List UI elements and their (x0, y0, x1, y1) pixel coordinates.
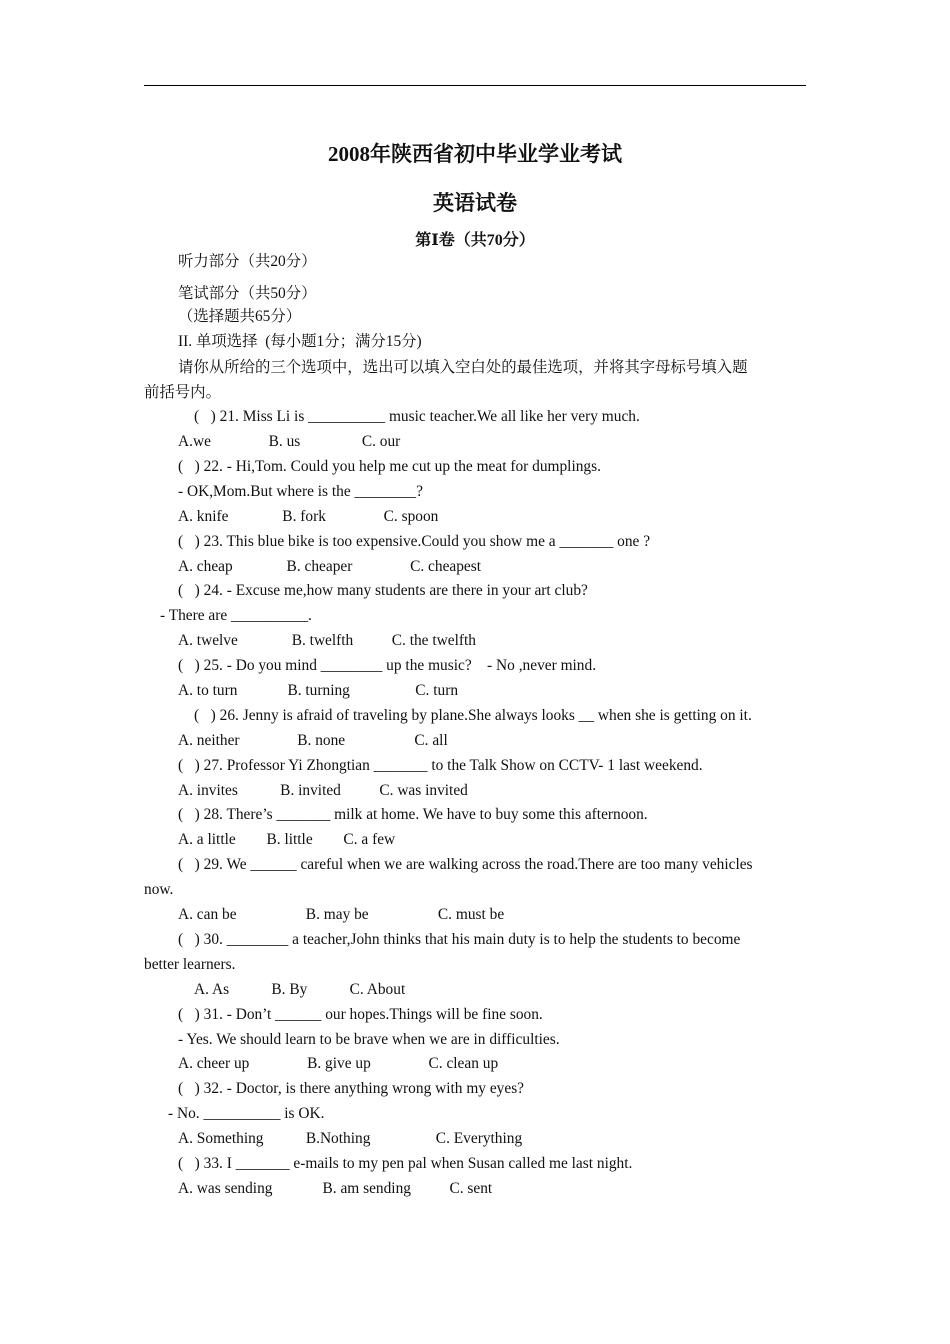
question-options: A. cheap B. cheaper C. cheapest (178, 558, 482, 575)
question-stem: ( ) 32. - Doctor, is there anything wrong with my eyes? (178, 1080, 525, 1097)
question-options: A. As B. By C. About (194, 981, 406, 998)
question-stem: ( ) 29. We ______ careful when we are walking across the road.There are too many vehicles (178, 856, 753, 873)
instruction-line: 前括号内。 (144, 384, 221, 401)
question-stem: ( ) 28. There’s _______ milk at home. We have to buy some this afternoon. (178, 806, 648, 823)
question-options: A. cheer up B. give up C. clean up (178, 1055, 499, 1072)
question-options: A. invites B. invited C. was invited (178, 782, 468, 799)
question-options: A. was sending B. am sending C. sent (178, 1180, 493, 1197)
question-stem: ( ) 21. Miss Li is __________ music teacher.We all like her very much. (194, 408, 640, 425)
exam-title: 2008年陕西省初中毕业学业考试 (328, 142, 622, 166)
section-heading: II. 单项选择 (每小题1分；满分15分) (178, 333, 422, 350)
question-options: A. Something B.Nothing C. Everything (178, 1130, 523, 1147)
question-stem: ( ) 33. I _______ e-mails to my pen pal when Susan called me last night. (178, 1155, 633, 1172)
dialogue-line: - OK,Mom.But where is the ________? (178, 483, 423, 500)
question-stem: ( ) 22. - Hi,Tom. Could you help me cut up the meat for dumplings. (178, 458, 601, 475)
volume-heading: 第Ⅰ卷（共70分） (415, 232, 535, 249)
question-stem: ( ) 23. This blue bike is too expensive.Could you show me a _______ one ? (178, 533, 651, 550)
question-options: A. knife B. fork C. spoon (178, 508, 439, 525)
question-stem-continued: better learners. (144, 956, 236, 973)
question-stem: ( ) 27. Professor Yi Zhongtian _______ to the Talk Show on CCTV- 1 last weekend. (178, 757, 703, 774)
question-options: A.we B. us C. our (178, 433, 401, 450)
question-stem: ( ) 31. - Don’t ______ our hopes.Things will be fine soon. (178, 1006, 543, 1023)
section-label: （选择题共65分） (178, 308, 302, 325)
question-stem: ( ) 25. - Do you mind ________ up the music? - No ,never mind. (178, 657, 597, 674)
question-options: A. a little B. little C. a few (178, 831, 396, 848)
question-stem: ( ) 30. ________ a teacher,John thinks that his main duty is to help the students to become (178, 931, 741, 948)
dialogue-line: - There are __________. (160, 607, 312, 624)
question-stem: ( ) 26. Jenny is afraid of traveling by plane.She always looks __ when she is getting on it. (194, 707, 752, 724)
exam-subject: 英语试卷 (433, 191, 517, 215)
question-stem-continued: now. (144, 881, 174, 898)
section-label: 听力部分（共20分） (178, 253, 317, 270)
question-options: A. can be B. may be C. must be (178, 906, 505, 923)
header-rule (144, 85, 806, 86)
question-stem: ( ) 24. - Excuse me,how many students are there in your art club? (178, 582, 588, 599)
section-label: 笔试部分（共50分） (178, 285, 317, 302)
question-options: A. twelve B. twelfth C. the twelfth (178, 632, 476, 649)
dialogue-line: - Yes. We should learn to be brave when we are in difficulties. (178, 1031, 560, 1048)
dialogue-line: - No. __________ is OK. (168, 1105, 325, 1122)
question-options: A. neither B. none C. all (178, 732, 448, 749)
question-options: A. to turn B. turning C. turn (178, 682, 459, 699)
instruction-line: 请你从所给的三个选项中，选出可以填入空白处的最佳选项，并将其字母标号填入题 (178, 359, 748, 376)
